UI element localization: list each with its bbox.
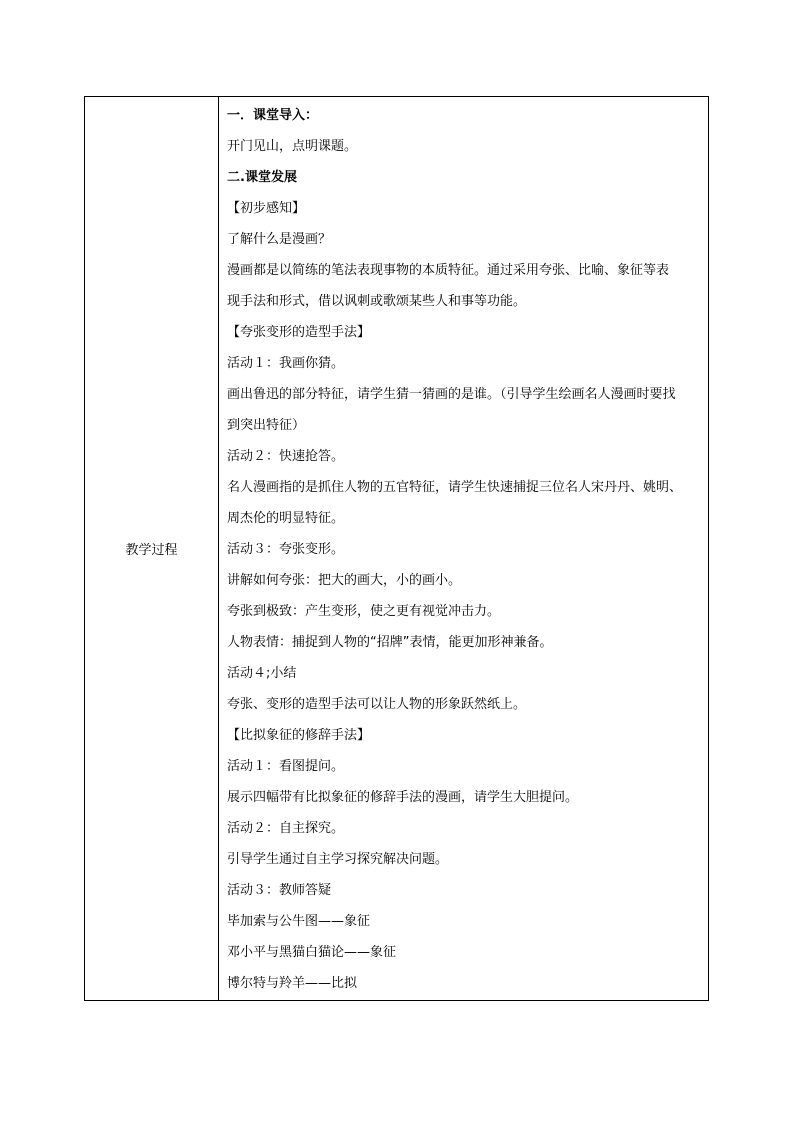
content-line: 【比拟象征的修辞手法】 bbox=[227, 728, 371, 743]
content-line: 博尔特与羚羊——比拟 bbox=[227, 976, 358, 991]
content-line: 夸张到极致：产生变形，使之更有视觉冲击力。 bbox=[227, 604, 501, 619]
content-line: 活动２：自主探究。 bbox=[227, 821, 345, 836]
content-cell bbox=[219, 97, 708, 1000]
content-line: 开门见山，点明课题。 bbox=[227, 139, 358, 154]
content-line: 邓小平与黑猫白猫论——象征 bbox=[227, 945, 397, 960]
content-line: 活动２：快速抢答。 bbox=[227, 449, 345, 464]
row-label: 教学过程 bbox=[125, 543, 178, 558]
content-line: 活动１：看图提问。 bbox=[227, 759, 345, 774]
content-line: 活动４;小结 bbox=[227, 666, 297, 681]
content-line: 现手法和形式，借以讽刺或歌颂某些人和事等功能。 bbox=[227, 294, 527, 309]
content-line: 讲解如何夸张：把大的画大，小的画小。 bbox=[227, 573, 462, 588]
section-heading: 二.课堂发展 bbox=[227, 170, 297, 185]
content-line: 活动３：教师答疑 bbox=[227, 883, 332, 898]
content-line: 活动１：我画你猜。 bbox=[227, 356, 345, 371]
content-line: 【初步感知】 bbox=[227, 201, 306, 216]
content-line: 活动３：夸张变形。 bbox=[227, 542, 345, 557]
content-line: 漫画都是以简练的笔法表现事物的本质特征。通过采用夸张、比喻、象征等表 bbox=[227, 263, 670, 278]
content-line: 名人漫画指的是抓住人物的五官特征，请学生快速捕捉三位名人宋丹丹、姚明、 bbox=[227, 480, 683, 495]
content-line: 夸张、变形的造型手法可以让人物的形象跃然纸上。 bbox=[227, 697, 527, 712]
content-line: 毕加索与公牛图——象征 bbox=[227, 914, 371, 929]
content-line: 引导学生通过自主学习探究解决问题。 bbox=[227, 852, 449, 867]
content-line: 周杰伦的明显特征。 bbox=[227, 511, 345, 526]
content-line: 了解什么是漫画？ bbox=[227, 232, 332, 247]
content-line: 人物表情：捕捉到人物的“招牌”表情，能更加形神兼备。 bbox=[227, 635, 553, 650]
lesson-plan-table bbox=[84, 96, 709, 1001]
content-line: 画出鲁迅的部分特征，请学生猜一猜画的是谁。（引导学生绘画名人漫画时要找 bbox=[227, 387, 676, 402]
content-line: 展示四幅带有比拟象征的修辞手法的漫画，请学生大胆提问。 bbox=[227, 790, 579, 805]
row-label-cell bbox=[85, 97, 219, 1000]
content-line: 到突出特征） bbox=[227, 418, 306, 433]
content-line: 【夸张变形的造型手法】 bbox=[227, 325, 371, 340]
section-heading: 一．课堂导入： bbox=[227, 108, 319, 123]
